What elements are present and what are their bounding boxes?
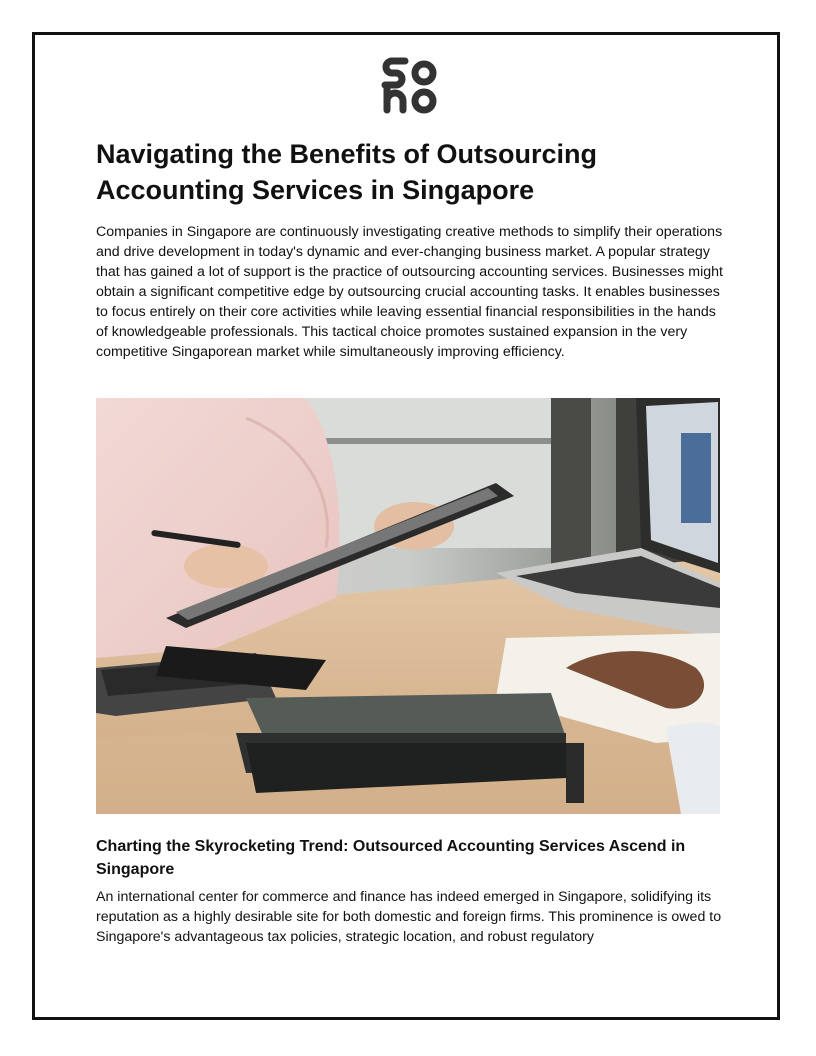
intro-paragraph: Companies in Singapore are continuously investigating creative methods to simplify their operations and drive development in today's dynamic and ever-changing business market. A popular strategy that has gained a lot of support is the practice of outsourcing accounting services. Businesses might obtain a significant competitive edge by outsourcing crucial accounting tasks. It enables businesses to focus entirely on their core activities while leaving essential financial responsibilities in the hands of knowledgeable professionals. This tactical choice promotes sustained expansion in the very competitive Singaporean market while simultaneously improving efficiency. bbox=[96, 224, 723, 360]
section-heading: Charting the Skyrocketing Trend: Outsourced Accounting Services Ascend in Singapore bbox=[96, 838, 686, 878]
section-paragraph: An international center for commerce and finance has indeed emerged in Singapore, solidifying its reputation as a highly desirable site for both domestic and foreign firms. This prominence is owed to Singapore's advantageous tax policies, strategic location, and robust regulatory bbox=[96, 889, 722, 945]
office-desk-photo bbox=[96, 398, 720, 814]
soho-logo-icon bbox=[381, 55, 437, 115]
article-title: Navigating the Benefits of Outsourcing Accounting Services in Singapore bbox=[96, 139, 598, 205]
